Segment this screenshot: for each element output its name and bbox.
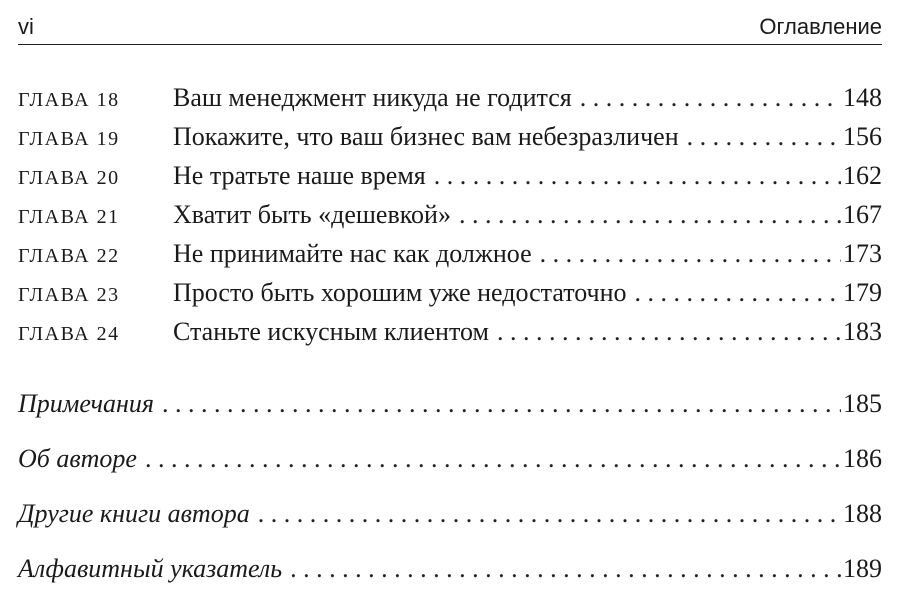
toc-entry-chapter-21[interactable]	[18, 200, 882, 239]
chapter-page: 183	[843, 317, 882, 346]
dot-leader	[459, 200, 841, 230]
chapter-label: ГЛАВА 23	[18, 284, 120, 306]
section-page: 185	[843, 389, 882, 418]
toc-entry-chapter-18[interactable]	[18, 83, 882, 122]
chapter-page: 148	[843, 83, 882, 112]
section-entry-title: Примечания	[18, 389, 154, 418]
chapter-title: Хватит быть «дешевкой»	[173, 200, 451, 229]
chapter-title: Просто быть хорошим уже недостаточно	[173, 278, 627, 307]
chapter-page: 173	[843, 239, 882, 268]
dot-leader	[635, 278, 841, 308]
dot-leader	[145, 444, 841, 474]
toc-entry-chapter-19[interactable]	[18, 122, 882, 161]
section-entry-title: Алфавитный указатель	[18, 554, 283, 583]
chapter-title: Ваш менеджмент никуда не годится	[173, 83, 572, 112]
toc-entry-other-books[interactable]	[18, 499, 882, 554]
dot-leader	[540, 239, 841, 269]
dot-leader	[258, 499, 841, 529]
chapter-label: ГЛАВА 20	[18, 167, 120, 189]
chapter-title: Покажите, что ваш бизнес вам небезразличен	[173, 122, 679, 151]
chapter-label: ГЛАВА 21	[18, 206, 120, 228]
dot-leader	[434, 161, 841, 191]
toc-entry-about-author[interactable]	[18, 444, 882, 499]
toc-entry-chapter-20[interactable]	[18, 161, 882, 200]
chapter-list	[18, 83, 882, 356]
section-page: 189	[843, 554, 882, 583]
section-page: 186	[843, 444, 882, 473]
toc-entry-notes[interactable]	[18, 389, 882, 444]
section-page: 188	[843, 499, 882, 528]
chapter-page: 167	[843, 200, 882, 229]
chapter-label: ГЛАВА 22	[18, 245, 120, 267]
toc-entry-index[interactable]	[18, 554, 882, 609]
toc-entry-chapter-22[interactable]	[18, 239, 882, 278]
section-entry-title: Об авторе	[18, 444, 137, 473]
chapter-page: 156	[843, 122, 882, 151]
dot-leader	[497, 317, 841, 347]
chapter-label: ГЛАВА 24	[18, 323, 120, 345]
section-entry-title: Другие книги автора	[18, 499, 250, 528]
dot-leader	[290, 554, 841, 584]
dot-leader	[580, 83, 841, 113]
back-matter-list	[18, 389, 882, 609]
chapter-title: Не тратьте наше время	[173, 161, 426, 190]
chapter-title: Не принимайте нас как должное	[173, 239, 532, 268]
chapter-page: 162	[843, 161, 882, 190]
chapter-label: ГЛАВА 18	[18, 89, 120, 111]
page-number: vi	[18, 14, 34, 39]
chapter-label: ГЛАВА 19	[18, 128, 120, 150]
chapter-page: 179	[843, 278, 882, 307]
toc-entry-chapter-23[interactable]	[18, 278, 882, 317]
running-header	[18, 10, 882, 45]
dot-leader	[162, 389, 841, 419]
toc-entry-chapter-24[interactable]	[18, 317, 882, 356]
chapter-title: Станьте искусным клиентом	[173, 317, 489, 346]
dot-leader	[687, 122, 841, 152]
section-title: Оглавление	[759, 14, 882, 39]
